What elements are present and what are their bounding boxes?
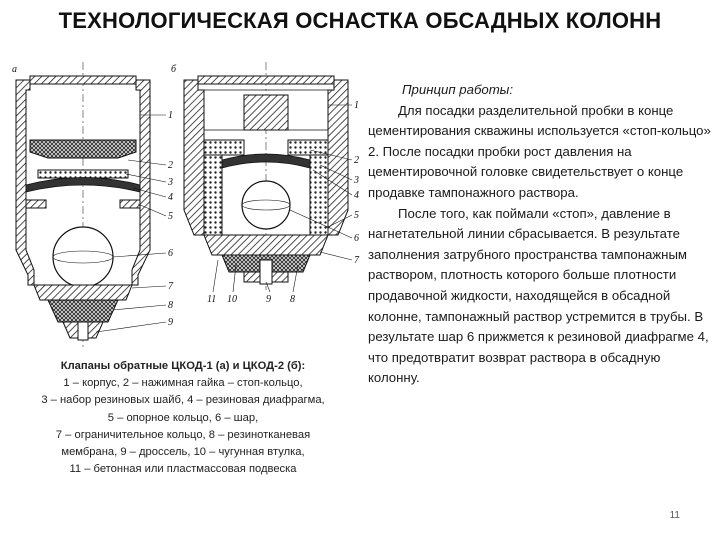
slide-title: ТЕХНОЛОГИЧЕСКАЯ ОСНАСТКА ОБСАДНЫХ КОЛОНН — [58, 8, 662, 33]
callout-a-9: 9 — [168, 317, 173, 328]
caption-title: Клапаны обратные ЦКОД-1 (а) и ЦКОД-2 (б): — [60, 360, 306, 372]
valve-b — [184, 62, 348, 290]
panel-b-label: б — [171, 64, 177, 75]
caption-line: 5 – опорное кольцо, 6 – шар, — [107, 411, 259, 424]
callout-b-1: 1 — [354, 100, 359, 111]
caption-line: 11 – бетонная или пластмассовая подвеска — [69, 463, 297, 476]
callout-b-9: 9 — [266, 294, 271, 305]
principle-heading: Принцип работы: — [402, 82, 514, 97]
callout-a-6: 6 — [168, 248, 173, 259]
callout-b-6: 6 — [354, 233, 359, 244]
valve-diagram — [8, 60, 363, 350]
callout-a-5: 5 — [168, 211, 173, 222]
callout-b-7: 7 — [354, 255, 359, 266]
valve-a — [16, 62, 150, 350]
caption-line: мембрана, 9 – дроссель, 10 – чугунная втулка, — [61, 446, 305, 459]
callout-b-11: 11 — [207, 294, 217, 305]
principle-text — [368, 80, 712, 389]
callout-b-5: 5 — [354, 210, 359, 221]
principle-paragraph-1: Для посадки разделительной пробки в конце цементирования скважины используется «стоп-кольцо» 2. После посадки пробки рост давления на цементировочной головке свидетельствует о конце продавке тампонажного раствора. — [368, 102, 711, 200]
callout-b-3: 3 — [354, 175, 359, 186]
caption-line: 7 – ограничительное кольцо, 8 – резинотканевая — [55, 428, 311, 441]
callout-b-2: 2 — [354, 155, 359, 166]
callout-a-3: 3 — [168, 177, 173, 188]
callout-b-8: 8 — [290, 294, 295, 305]
callout-a-2: 2 — [168, 160, 173, 171]
callout-a-7: 7 — [168, 281, 173, 292]
caption-line: 3 – набор резиновых шайб, 4 – резиновая диафрагма, — [41, 394, 325, 407]
callout-a-1: 1 — [168, 110, 173, 121]
caption-line: 1 – корпус, 2 – нажимная гайка – стоп-кольцо, — [63, 377, 303, 390]
principle-paragraph-2: После того, как поймали «стоп», давление в нагнетательной линии сбрасывается. В результате заполнения затрубного пространства тампонажным раствором, плотность которого больше плотности продавочной жидкости, находящейся в обсадной колонне, тампонажный раствор устремится в трубы. В результате шар 6 прижмется к резиновой диафрагме 4, что предотвратит возврат раствора в обсадную колонну. — [368, 205, 709, 386]
figure-caption — [8, 358, 358, 478]
page-number: 11 — [669, 510, 680, 521]
panel-a-label: а — [12, 64, 17, 75]
callout-b-10: 10 — [227, 294, 237, 305]
callout-b-4: 4 — [354, 190, 359, 201]
callout-a-8: 8 — [168, 300, 173, 311]
callout-a-4: 4 — [168, 192, 173, 203]
